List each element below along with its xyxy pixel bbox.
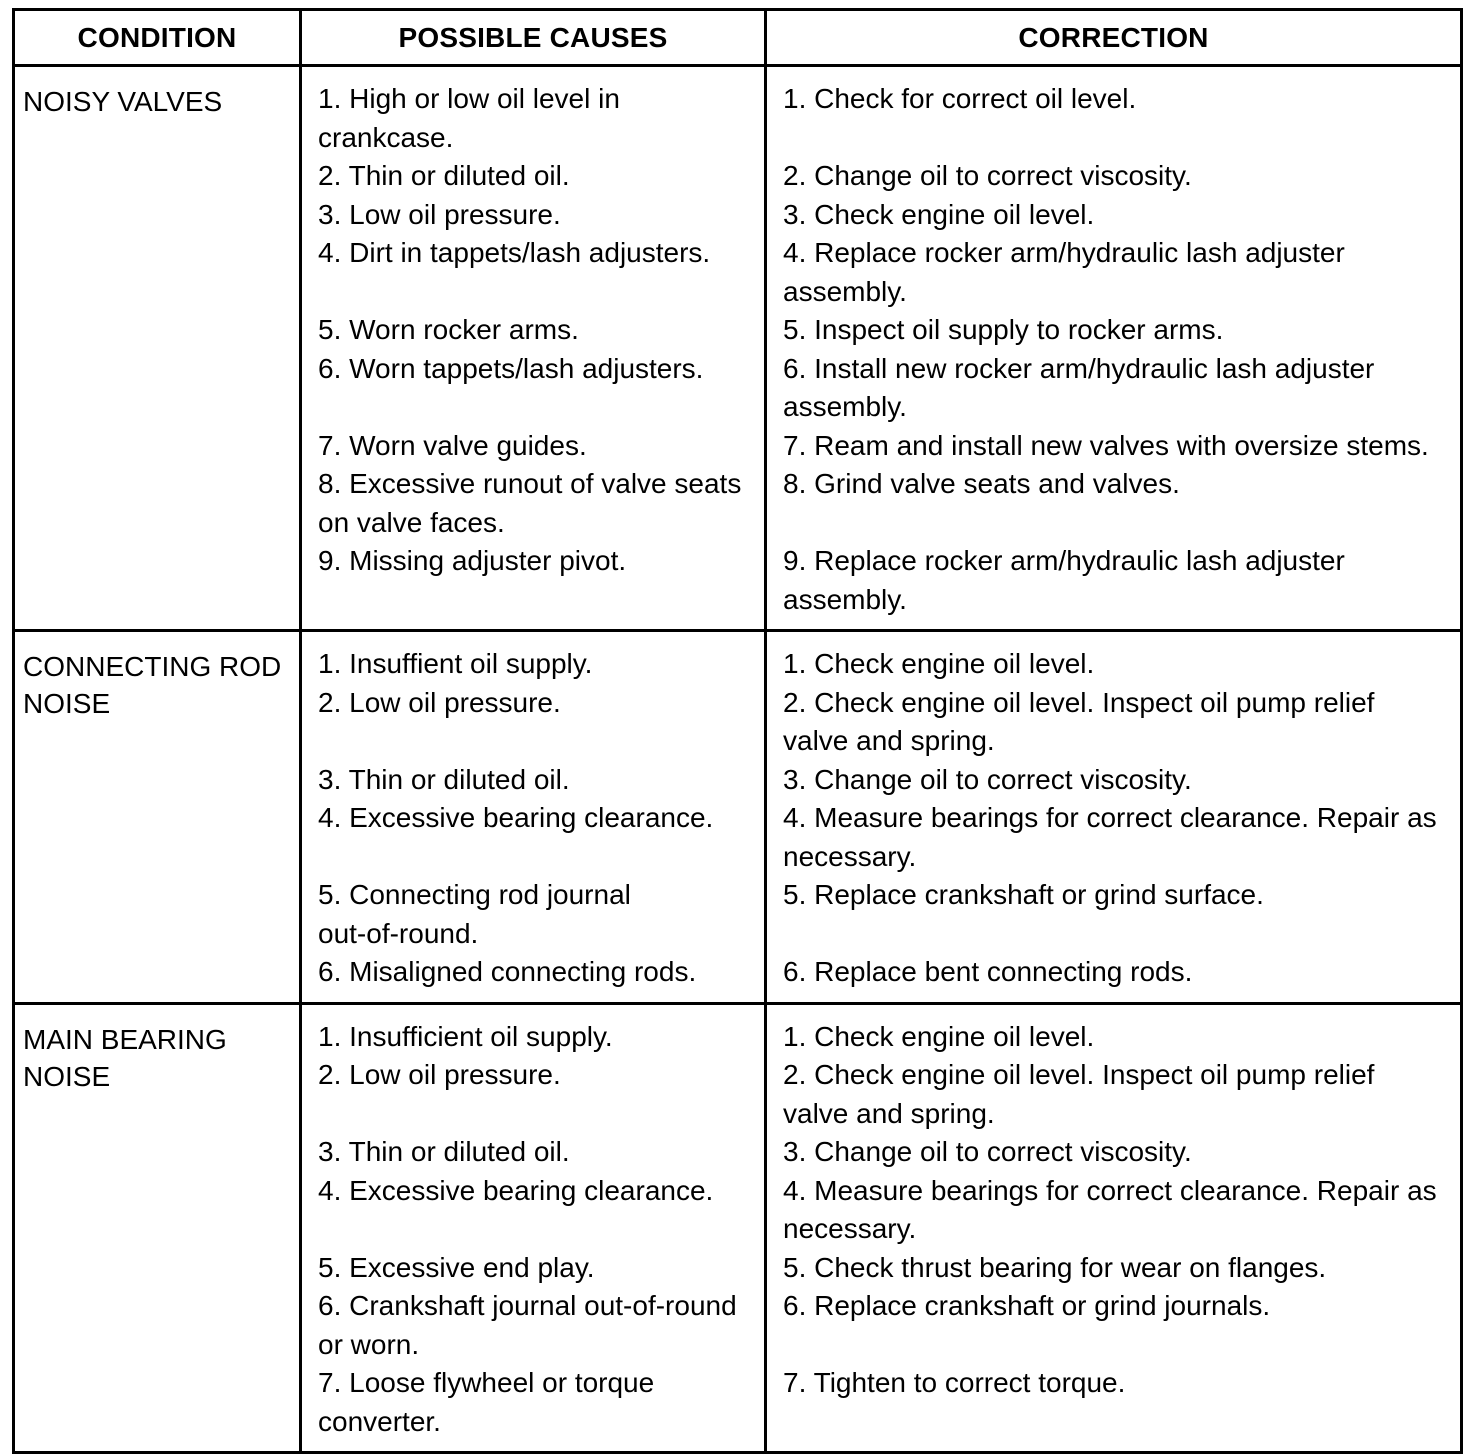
correction-line: valve and spring. xyxy=(783,1097,995,1129)
cause-line: 2. Low oil pressure. xyxy=(318,686,561,718)
correction-line: 4. Measure bearings for correct clearance. Repair as xyxy=(783,1174,1437,1206)
cause-line: out-of-round. xyxy=(318,917,479,949)
cause-line: 2. Thin or diluted oil. xyxy=(318,160,570,191)
correction-line: 5. Inspect oil supply to rocker arms. xyxy=(783,314,1224,345)
correction-line: necessary. xyxy=(783,840,917,872)
correction-line: 3. Check engine oil level. xyxy=(783,198,1095,230)
header-possible-causes: POSSIBLE CAUSES xyxy=(301,10,766,66)
correction-line: 3. Change oil to correct viscosity. xyxy=(783,1136,1192,1167)
cause-line xyxy=(318,1210,754,1249)
table-body xyxy=(14,66,1462,1453)
cause-line: 7. Loose flywheel or torque xyxy=(318,1367,655,1398)
correction-line: 1. Check for correct oil level. xyxy=(783,83,1137,114)
cause-line: 7. Worn valve guides. xyxy=(318,429,587,461)
cause-line xyxy=(318,581,754,620)
cause-line: 6. Misaligned connecting rods. xyxy=(318,956,697,987)
correction-line: 4. Replace rocker arm/hydraulic lash adjuster xyxy=(783,237,1345,268)
header-correction: CORRECTION xyxy=(766,10,1462,66)
correction-line: 2. Check engine oil level. Inspect oil pump relief xyxy=(783,686,1375,718)
cause-line: 3. Thin or diluted oil. xyxy=(318,1136,570,1167)
correction-line: 6. Install new rocker arm/hydraulic lash adjuster xyxy=(783,352,1375,384)
cause-line: 5. Connecting rod journal xyxy=(318,879,631,910)
table-header-row xyxy=(14,10,1462,66)
correction-line: assembly. xyxy=(783,583,907,615)
table-row xyxy=(14,631,1462,1004)
correction-line: 8. Grind valve seats and valves. xyxy=(783,468,1180,499)
correction-line: 3. Change oil to correct viscosity. xyxy=(783,763,1192,795)
cause-line: 6. Crankshaft journal out-of-round xyxy=(318,1290,737,1321)
cause-line: 1. Insufficient oil supply. xyxy=(318,1020,613,1052)
correction-line: assembly. xyxy=(783,391,907,422)
cause-line: 1. High or low oil level in xyxy=(318,83,620,114)
correction-line: 1. Check engine oil level. xyxy=(783,648,1095,679)
table-row xyxy=(14,66,1462,631)
condition-text: CONNECTING ROD xyxy=(23,651,282,682)
diagnosis-table xyxy=(12,8,1463,1454)
correction-line: necessary. xyxy=(783,1213,917,1244)
cause-line: 4. Excessive bearing clearance. xyxy=(318,802,714,833)
cell-condition xyxy=(14,66,301,631)
correction-line: 5. Replace crankshaft or grind surface. xyxy=(783,879,1264,910)
cause-line: 4. Dirt in tappets/lash adjusters. xyxy=(318,237,711,268)
cell-corrections xyxy=(766,1003,1462,1453)
correction-line: 5. Check thrust bearing for wear on flanges. xyxy=(783,1251,1327,1283)
cell-causes xyxy=(301,1003,766,1453)
correction-line xyxy=(783,915,1450,954)
header-condition: CONDITION xyxy=(14,10,301,66)
correction-line: 9. Replace rocker arm/hydraulic lash adjuster xyxy=(783,545,1345,576)
condition-text: NOISE xyxy=(23,688,111,719)
correction-line: assembly. xyxy=(783,275,907,307)
cell-causes xyxy=(301,631,766,1004)
correction-line: 6. Replace bent connecting rods. xyxy=(783,956,1193,987)
cause-line: 8. Excessive runout of valve seats xyxy=(318,468,742,499)
cell-condition xyxy=(14,631,301,1004)
cause-line: 4. Excessive bearing clearance. xyxy=(318,1174,714,1206)
cause-line: converter. xyxy=(318,1405,441,1437)
cause-line: 6. Worn tappets/lash adjusters. xyxy=(318,352,704,384)
cause-line: 3. Thin or diluted oil. xyxy=(318,763,570,795)
cause-line: 1. Insuffient oil supply. xyxy=(318,648,593,679)
cause-line xyxy=(318,722,754,761)
cell-corrections xyxy=(766,631,1462,1004)
correction-line: 2. Check engine oil level. Inspect oil pump relief xyxy=(783,1059,1375,1090)
cell-causes xyxy=(301,66,766,631)
correction-line: 7. Ream and install new valves with oversize stems. xyxy=(783,429,1429,461)
correction-line xyxy=(783,504,1450,543)
cell-corrections xyxy=(766,66,1462,631)
correction-line: 4. Measure bearings for correct clearance. Repair as xyxy=(783,802,1437,833)
correction-line xyxy=(783,1403,1450,1442)
cause-line: 2. Low oil pressure. xyxy=(318,1059,561,1090)
correction-line xyxy=(783,119,1450,158)
correction-line: 1. Check engine oil level. xyxy=(783,1020,1095,1052)
cause-line: 9. Missing adjuster pivot. xyxy=(318,545,627,576)
correction-line: valve and spring. xyxy=(783,725,995,756)
cause-line: 5. Worn rocker arms. xyxy=(318,314,579,345)
correction-line: 7. Tighten to correct torque. xyxy=(783,1367,1126,1398)
cause-line: on valve faces. xyxy=(318,506,505,538)
cause-line: 5. Excessive end play. xyxy=(318,1251,595,1283)
cause-line: or worn. xyxy=(318,1328,420,1360)
condition-text: NOISY VALVES xyxy=(23,86,223,117)
cause-line xyxy=(318,1095,754,1134)
cell-condition xyxy=(14,1003,301,1453)
cause-line xyxy=(318,838,754,877)
cause-line: 3. Low oil pressure. xyxy=(318,198,561,230)
condition-text: NOISE xyxy=(23,1060,111,1092)
correction-line: 2. Change oil to correct viscosity. xyxy=(783,160,1192,191)
cause-line: crankcase. xyxy=(318,121,454,153)
cause-line xyxy=(318,388,754,427)
condition-text: MAIN BEARING xyxy=(23,1023,227,1055)
correction-line: 6. Replace crankshaft or grind journals. xyxy=(783,1290,1271,1321)
correction-line xyxy=(783,1326,1450,1365)
cause-line xyxy=(318,273,754,312)
table-row xyxy=(14,1003,1462,1453)
